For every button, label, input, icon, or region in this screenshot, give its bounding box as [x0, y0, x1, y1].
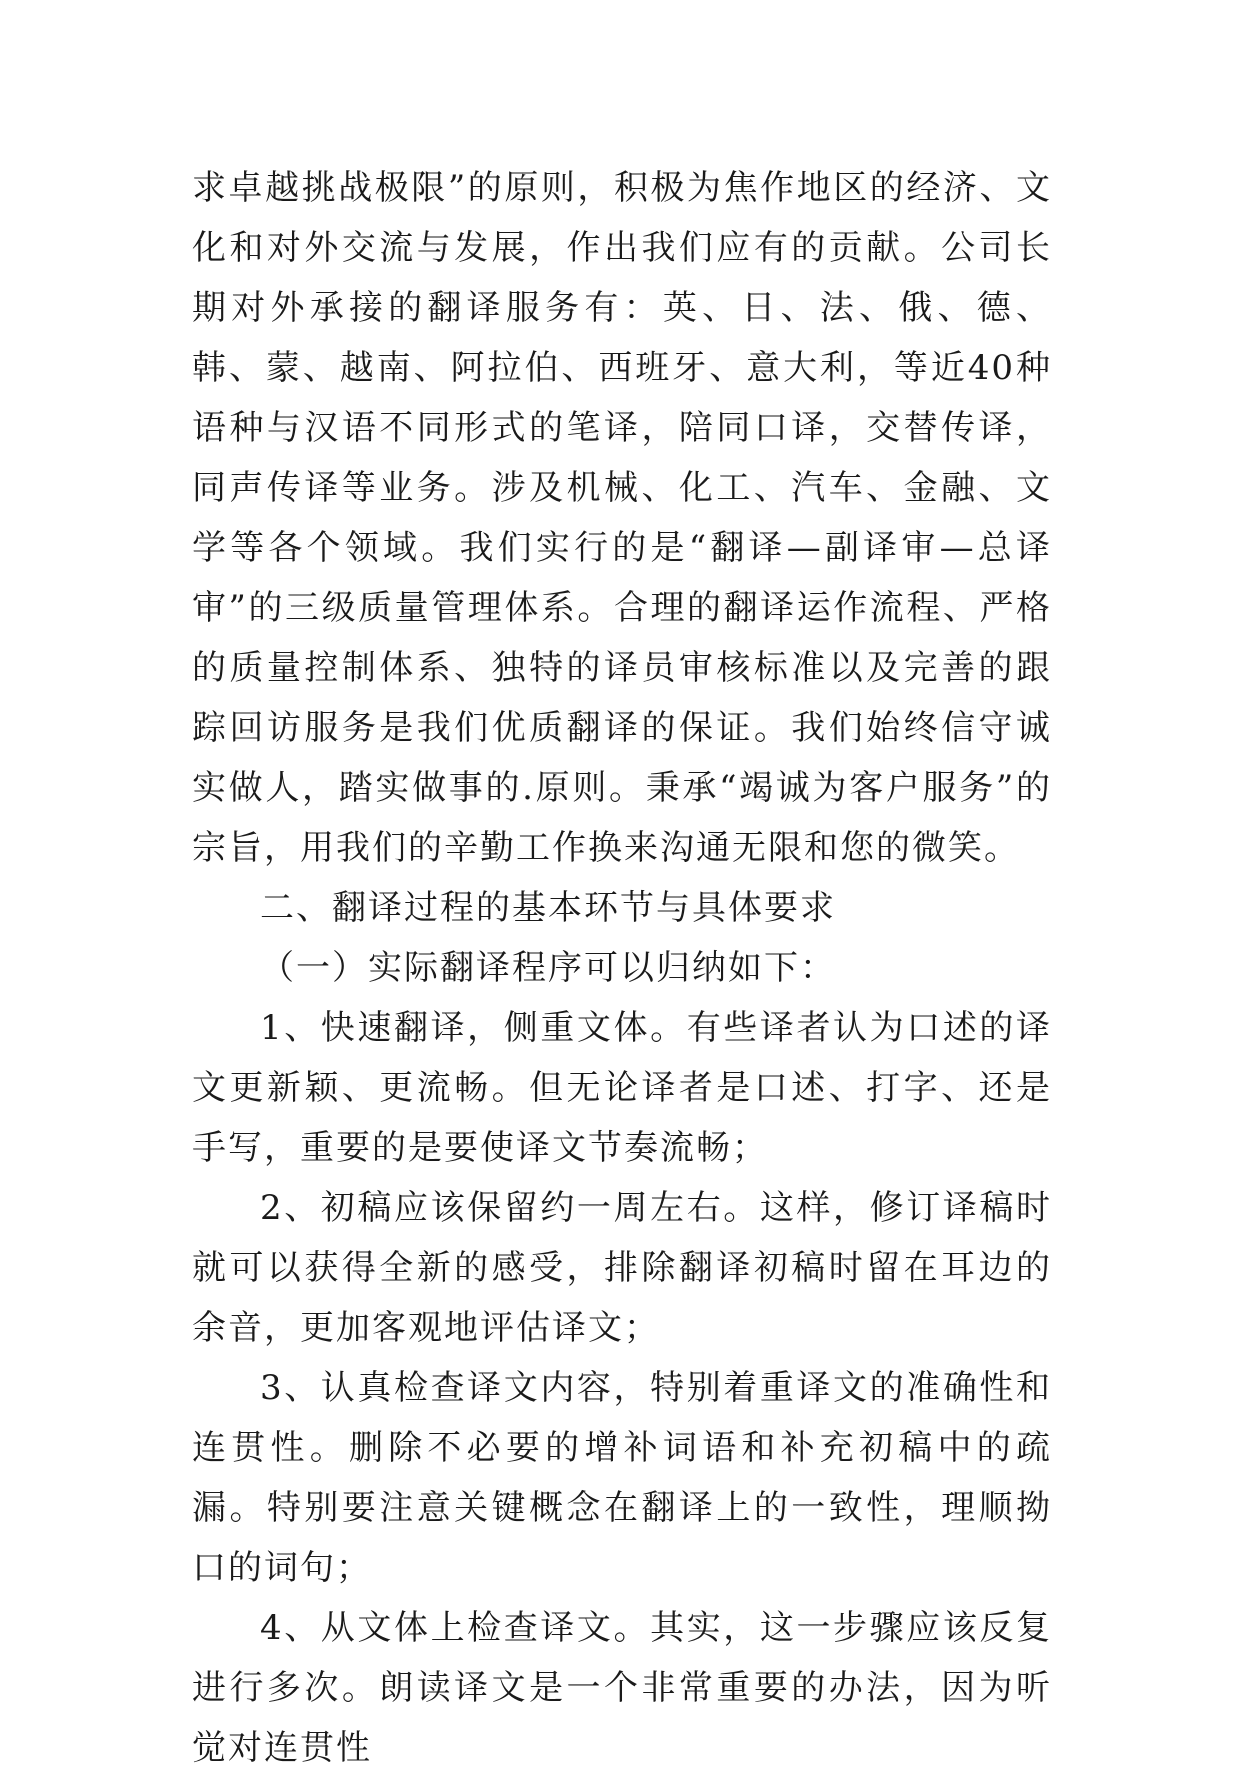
- paragraph-intro-continuation: 求卓越挑战极限”的原则，积极为焦作地区的经济、文化和对外交流与发展，作出我们应有的贡献。公司长期对外承接的翻译服务有：英、日、法、俄、德、韩、蒙、越南、阿拉伯、西班牙、意大利，等近40种语种与汉语不同形式的笔译，陪同口译，交替传译，同声传译等业务。涉及机械、化工、汽车、金融、文学等各个领域。我们实行的是“翻译—副译审—总译审”的三级质量管理体系。合理的翻译运作流程、严格的质量控制体系、独特的译员审核标准以及完善的跟踪回访服务是我们优质翻译的保证。我们始终信守诚实做人，踏实做事的.原则。秉承“竭诚为客户服务”的宗旨，用我们的辛勤工作换来沟通无限和您的微笑。: [192, 168, 1052, 868]
- paragraph-step-1: 1、快速翻译，侧重文体。有些译者认为口述的译文更新颖、更流畅。但无论译者是口述、打字、还是手写，重要的是要使译文节奏流畅；: [192, 1008, 1052, 1168]
- section-heading: 二、翻译过程的基本环节与具体要求: [260, 888, 836, 928]
- paragraph-step-2: 2、初稿应该保留约一周左右。这样，修订译稿时就可以获得全新的感受，排除翻译初稿时留在耳边的余音，更加客观地评估译文；: [192, 1188, 1052, 1348]
- paragraph-step-3: 3、认真检查译文内容，特别着重译文的准确性和连贯性。删除不必要的增补词语和补充初稿中的疏漏。特别要注意关键概念在翻译上的一致性，理顺拗口的词句；: [192, 1368, 1052, 1588]
- body-text: [192, 158, 1052, 1778]
- subsection-heading: （一）实际翻译程序可以归纳如下：: [260, 948, 836, 988]
- paragraph-step-4: 4、从文体上检查译文。其实，这一步骤应该反复进行多次。朗读译文是一个非常重要的办法，因为听觉对连贯性: [192, 1608, 1052, 1768]
